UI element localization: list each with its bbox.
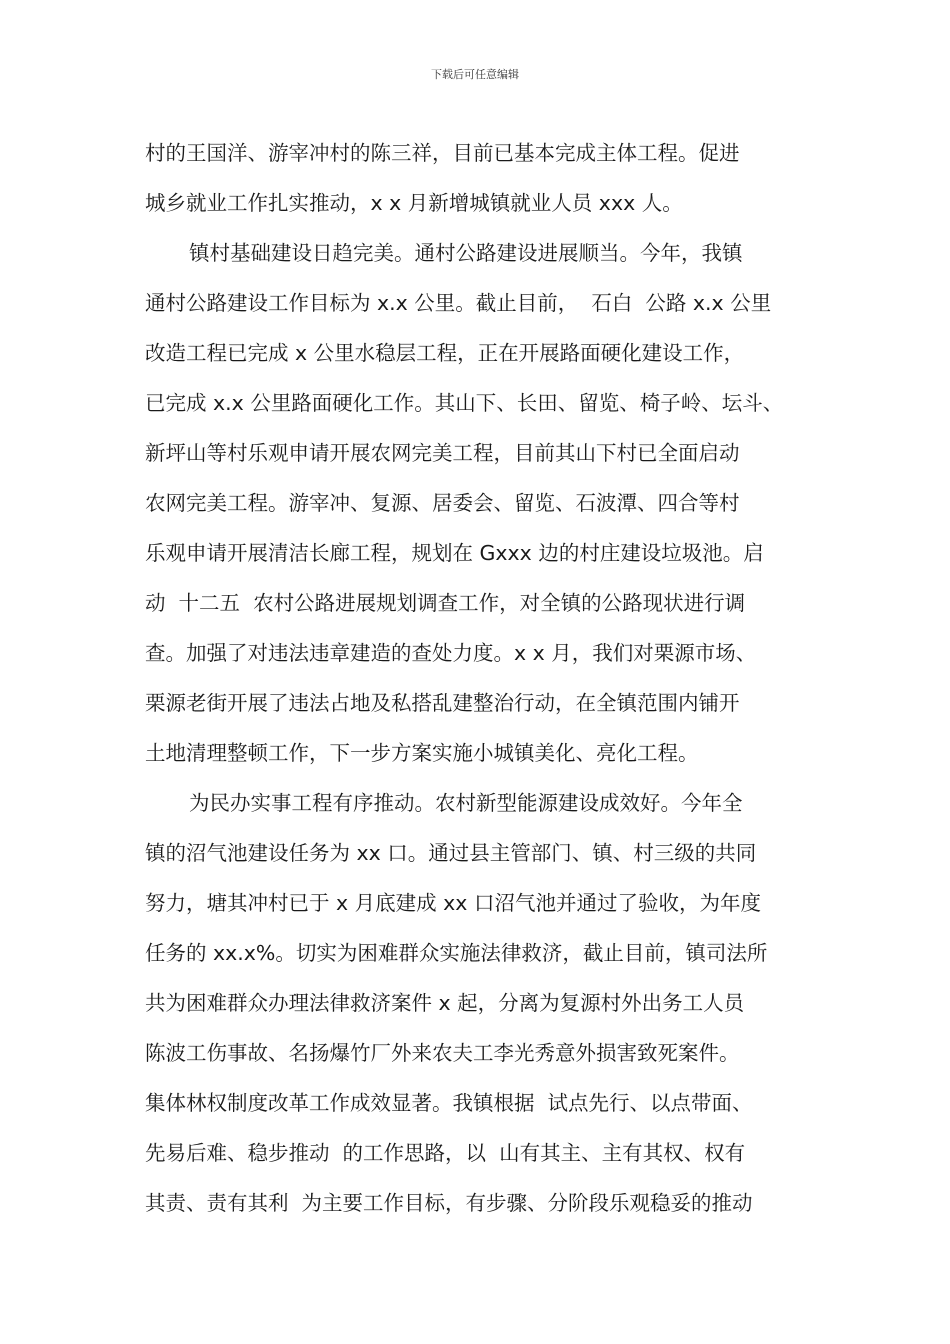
text-line: 新坪山等村乐观申请开展农网完美工程，目前其山下村已全面启动 [145,441,740,465]
text-line: 动 十二五 农村公路进展规划调查工作，对全镇的公路现状进行调 [145,591,746,615]
text-line: 镇的沼气池建设任务为 xx 口。通过县主管部门、镇、村三级的共同 [145,841,757,865]
page-header: 下载后可任意编辑 [431,68,519,81]
text-line: 任务的 xx.x%。切实为困难群众实施法律救济，截止目前，镇司法所 [145,941,768,965]
text-line: 改造工程已完成 x 公里水稳层工程，正在开展路面硬化建设工作， [145,341,745,365]
text-line: 镇村基础建设日趋完美。通村公路建设进展顺当。今年，我镇 [189,241,743,265]
text-line: 查。加强了对违法违章建造的查处力度。x x 月，我们对栗源市场、 [145,641,757,665]
text-line: 为民办实事工程有序推动。农村新型能源建设成效好。今年全 [189,791,743,815]
text-line: 城乡就业工作扎实推动，x x 月新增城镇就业人员 xxx 人。 [145,191,683,215]
text-line: 村的王国洋、游宰冲村的陈三祥，目前已基本完成主体工程。促进 [145,141,740,165]
text-line: 集体林权制度改革工作成效显著。我镇根据 试点先行、以点带面、 [145,1091,753,1115]
text-line: 其责、责有其利 为主要工作目标，有步骤、分阶段乐观稳妥的推动 [145,1191,753,1215]
text-line: 陈波工伤事故、名扬爆竹厂外来农夫工李光秀意外损害致死案件。 [145,1041,740,1065]
text-line: 栗源老街开展了违法占地及私搭乱建整治行动，在全镇范围内铺开 [145,691,740,715]
text-line: 农网完美工程。游宰冲、复源、居委会、留览、石波潭、四合等村 [145,491,740,515]
text-line: 通村公路建设工作目标为 x.x 公里。截止目前， 石白 公路 x.x 公里 [145,291,772,315]
text-line: 土地清理整顿工作，下一步方案实施小城镇美化、亮化工程。 [145,741,699,765]
text-line: 共为困难群众办理法律救济案件 x 起，分离为复源村外出务工人员 [145,991,745,1015]
text-line: 努力，塘其冲村已于 x 月底建成 xx 口沼气池并通过了验收，为年度 [145,891,761,915]
text-line: 已完成 x.x 公里路面硬化工作。其山下、长田、留览、椅子岭、坛斗、 [145,391,784,415]
text-line: 先易后难、稳步推动 的工作思路，以 山有其主、主有其权、权有 [145,1141,746,1165]
document-body [145,128,810,1228]
text-line: 乐观申请开展清洁长廊工程，规划在 Gxxx 边的村庄建设垃圾池。启 [145,541,764,565]
